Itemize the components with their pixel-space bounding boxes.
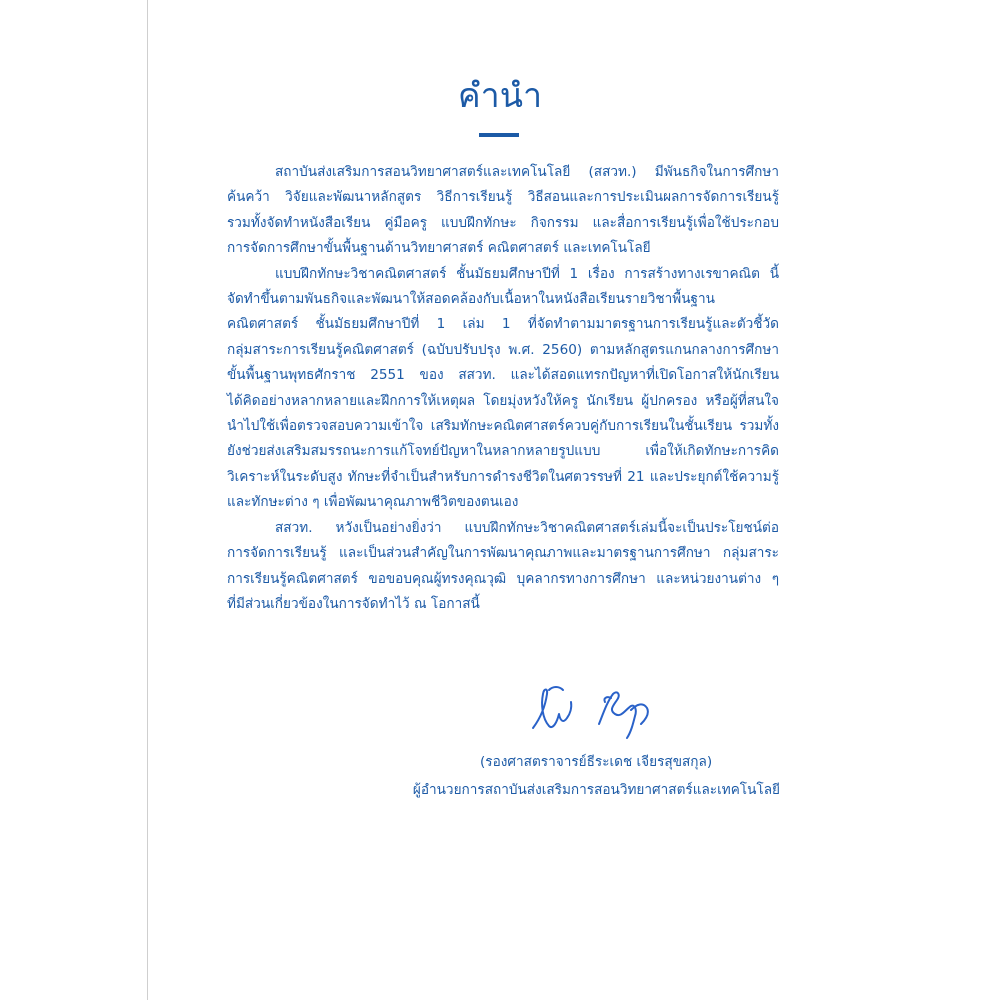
handwritten-signature bbox=[527, 680, 677, 740]
signer-title: ผู้อำนวยการสถาบันส่งเสริมการสอนวิทยาศาสตร์และเทคโนโลยี bbox=[412, 782, 780, 798]
page-edge-line bbox=[147, 0, 148, 1000]
paragraph-line: และทักษะต่าง ๆ เพื่อพัฒนาคุณภาพชีวิตของตนเอง bbox=[227, 494, 519, 511]
paragraph-line: สสวท. หวังเป็นอย่างยิ่งว่า แบบฝึกทักษะวิชาคณิตศาสตร์เล่มนี้จะเป็นประโยชน์ต่อ bbox=[275, 519, 779, 536]
paragraph-line: ค้นคว้า วิจัยและพัฒนาหลักสูตร วิธีการเรียนรู้ วิธีสอนและการประเมินผลการจัดการเรียนรู้ bbox=[227, 189, 779, 206]
paragraph-line: ได้คิดอย่างหลากหลายและฝึกการให้เหตุผล โดยมุ่งหวังให้ครู นักเรียน ผู้ปกครอง หรือผู้ที่สนใจ bbox=[227, 392, 779, 409]
page-title: คำนำ bbox=[457, 76, 543, 116]
paragraph-2 bbox=[227, 262, 779, 516]
paragraph-line: การจัดการศึกษาขั้นพื้นฐานด้านวิทยาศาสตร์ คณิตศาสตร์ และเทคโนโลยี bbox=[227, 240, 651, 257]
paragraph-line: ที่มีส่วนเกี่ยวข้องในการจัดทำไว้ ณ โอกาสนี้ bbox=[227, 595, 480, 612]
paragraph-3 bbox=[227, 516, 779, 618]
paragraph-line: รวมทั้งจัดทำหนังสือเรียน คู่มือครู แบบฝึกทักษะ กิจกรรม และสื่อการเรียนรู้เพื่อใช้ประกอบ bbox=[227, 214, 779, 231]
paragraph-line: การจัดการเรียนรู้ และเป็นส่วนสำคัญในการพัฒนาคุณภาพและมาตรฐานการศึกษา กลุ่มสาระ bbox=[227, 545, 779, 562]
paragraph-line: กลุ่มสาระการเรียนรู้คณิตศาสตร์ (ฉบับปรับปรุง พ.ศ. 2560) ตามหลักสูตรแกนกลางการศึกษา bbox=[227, 341, 779, 358]
paragraph-line: จัดทำขึ้นตามพันธกิจและพัฒนาให้สอดคล้องกับเนื้อหาในหนังสือเรียนรายวิชาพื้นฐาน bbox=[227, 291, 715, 308]
paragraph-1 bbox=[227, 160, 779, 262]
paragraph-line: นำไปใช้เพื่อตรวจสอบความเข้าใจ เสริมทักษะคณิตศาสตร์ควบคู่กับการเรียนในชั้นเรียน รวมทั้ง bbox=[227, 418, 779, 435]
title-underline bbox=[479, 133, 519, 137]
paragraph-line: การเรียนรู้คณิตศาสตร์ ขอขอบคุณผู้ทรงคุณวุฒิ บุคลากรทางการศึกษา และหน่วยงานต่าง ๆ bbox=[227, 570, 779, 587]
paragraph-line: ขั้นพื้นฐานพุทธศักราช 2551 ของ สสวท. และได้สอดแทรกปัญหาที่เปิดโอกาสให้นักเรียน bbox=[227, 367, 779, 384]
paragraph-line: ยังช่วยส่งเสริมสมรรถนะการแก้โจทย์ปัญหาในหลากหลายรูปแบบ เพื่อให้เกิดทักษะการคิด bbox=[227, 443, 779, 460]
signer-name: (รองศาสตราจารย์ธีระเดช เจียรสุขสกุล) bbox=[480, 754, 713, 770]
foreword-body bbox=[227, 160, 779, 617]
paragraph-line: แบบฝึกทักษะวิชาคณิตศาสตร์ ชั้นมัธยมศึกษาปีที่ 1 เรื่อง การสร้างทางเรขาคณิต นี้ bbox=[275, 265, 779, 282]
paragraph-line: วิเคราะห์ในระดับสูง ทักษะที่จำเป็นสำหรับการดำรงชีวิตในศตวรรษที่ 21 และประยุกต์ใช้ความรู้ bbox=[227, 468, 779, 485]
paragraph-line: คณิตศาสตร์ ชั้นมัธยมศึกษาปีที่ 1 เล่ม 1 ที่จัดทำตามมาตรฐานการเรียนรู้และตัวชี้วัด bbox=[227, 316, 779, 333]
paragraph-line: สถาบันส่งเสริมการสอนวิทยาศาสตร์และเทคโนโลยี (สสวท.) มีพันธกิจในการศึกษา bbox=[275, 164, 779, 180]
